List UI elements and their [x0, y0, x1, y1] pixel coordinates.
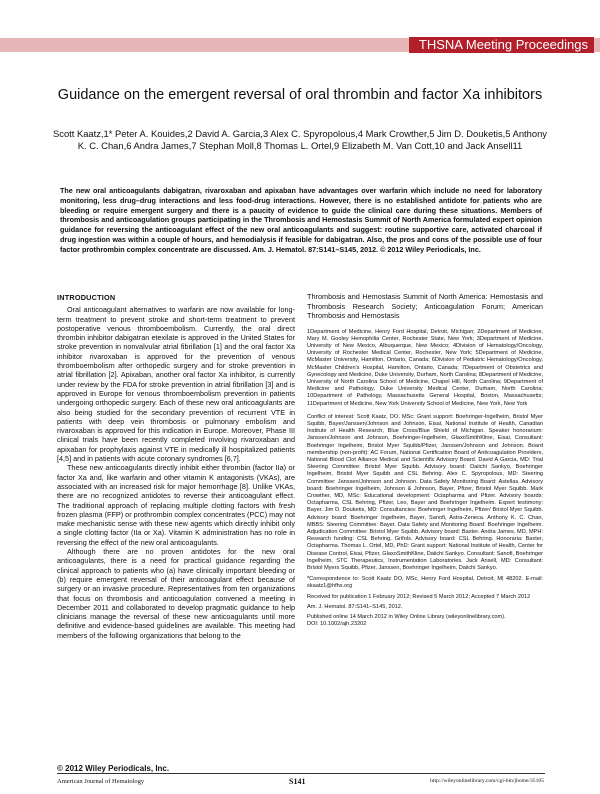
correspondence: *Correspondence to: Scott Kaatz DO, MSc, Henry Ford Hospital, Detroit, MI 48202. E-mail: skaatz1@hfhs.org: [307, 576, 543, 590]
column-right: [307, 292, 543, 631]
article-title: Guidance on the emergent reversal of oral thrombin and factor Xa inhibitors: [57, 87, 543, 103]
section-heading: INTRODUCTION: [57, 293, 116, 302]
journal-name: American Journal of Hematology: [57, 778, 145, 785]
journal-header: [0, 0, 600, 60]
affiliations: 1Department of Medicine, Henry Ford Hospital, Detroit, Michigan; 2Department of Medicine, Mary M. Gooley Hemophilia Center, Rochester State, New York; 3Department of Medicine, University of New Mexico, Albuquerque, New Mexico; 4Division of Hematology/Oncology, University of Rochester Medical Center, Rochester, New York; 5Department of Medicine, McMaster University, Hamilton, Ontario, Canada; 6Division of Pediatric Hematology/Oncology, McMaster Children's Hospital, Hamilton, Ontario, Canada; 7Department of Obstetrics and Gynecology and Medicine, Duke University, Durham, North Carolina; 8Department of Medicine, University of North Carolina School of Medicine, Chapel Hill, North Carolina; 9Department of Medicine and Pathology, Duke University Medical Center, Durham, North Carolina; 10Department of Pathology, Massachusetts General Hospital, Boston, Massachusetts; 11Department of Medicine, New York University School of Medicine, New York, New York: [307, 328, 543, 407]
abstract: The new oral anticoagulants dabigatran, rivaroxaban and apixaban have advantages over warfarin which include no need for laboratory monitoring, less drug–drug interactions and less food-drug interactions. However, there is no established antidote for patients who are bleeding or require emergent surgery and there is a paucity of evidence to guide the clinical care during these situations. Members of thrombosis and anticoagulation groups participating in the Thrombosis and Hemostasis Summit of North America formulated expert opinion guidance for reversing the anticoagulant effect of the new oral anticoagulants and suggest: routine supportive care, activated charcoal if drug ingestion was within a couple of hours, and hemodialysis if feasible for dabigatran. Also, the pros and cons of the possible use of four factor prothrombin complex concentrate are discussed. Am. J. Hematol. 87:S141–S145, 2012. © 2012 Wiley Periodicals, Inc.: [60, 186, 542, 254]
received-dates: Received for publication 1 February 2012; Revised 5 March 2012; Accepted 7 March 2012: [307, 593, 531, 600]
journal-url[interactable]: http://wileyonlinelibrary.com/cgi-bin/jhome/35105: [430, 778, 544, 784]
paragraph: Oral anticoagulant alternatives to warfarin are now available for long-term treatment to prevent stroke and short-term treatment to prevent postoperative venous thromboembolism. Currently, the oral direct thrombin inhibitor dabigatran etexilate is approved in the United States for stroke prevention in nonvalvular atrial fibrillation [1] and the oral factor Xa inhibitor rivaroxaban is approved for the prevention of venous thromboembolism after orthopedic surgery and for stroke prevention in atrial fibrillation [2]. Apixaban, another oral factor Xa inhibitor, is currently under review by the FDA for stroke prevention in atrial fibrillation [3] and is approved in Europe for venous thromboembolism prevention in patients undergoing orthopedic surgery. Each of these new oral anticoagulants are also being studied for the secondary prevention of recurrent VTE in patients with deep vein thrombosis or pulmonary embolism and rivaroxaban is approved for this indication in Europe. Moreover, Phase III clinical trials have been recently completed involving rivaroxaban and apixaban for prophylaxis against VTE in medically ill hospitalized patients [4,5] and in patients with acute coronary syndromes [6,7].: [57, 305, 295, 464]
footer-rule: [57, 773, 545, 774]
author-list: Scott Kaatz,1* Peter A. Kouides,2 David A. Garcia,3 Alex C. Spyropolous,4 Mark Crowther,5 Jim D. Douketis,5 Anthony K. C. Chan,6 Andra James,7 Stephan Moll,8 Thomas L. Ortel,9 Elizabeth M. Van Cott,10 and Jack Ansell11: [53, 128, 547, 151]
conflict-of-interest: Conflict of interest: Scott Kaatz, DO, MSc: Grant support: Boehringer-Ingelheim, Bristol Myer Squibb, Bayer/Janssen/Johnson and Johnson, Eisai, National Institute of Health, Canadian Institute of Health Research, Blue Cross/Blue Shield of Michigan. Speaker honorarium: Janssen/Johnson and Johnson, Boehringer-Ingelheim, GlaxoSmithKline, Eisai. Consultant: Boehringer Ingelheim, Bristol Myer Squibb/Pfizer, Janssen/Johnson and Johnson. Board membership (non-profit): AC Forum, National Certification Board of Anticoagulation Providers, National Blood Clot Alliance Medical and Scientific Advisory Board. David A Garcia, MD: Trial Steering Committee: Bristol Myer Squibb. Advisory board: Daiichi Sankyo, Boehringer Ingelheim, Bristol Myer Squibb and CSL Behring. Alex C. Spyropolous, MD: Steering Committee: Janssen/Johnson and Johnson. Data Safety Monitoring Board: Astellas. Advisory board: Boehringer Ingelheim, Johnson & Johnson, Bayer, Pfizer, Bristol Myer Squibb. Mark Crowther, MD, MSc: Educational development: Octapharma and Pfizer. Advisory boards: Octapharma, CSL Behring, Pfizer, Leo, Bayer and Boehringer Ingelheim. Expert testimony: Bayer. Jim D. Douketis, MD: Consultancies: Boehringer Ingelheim, Pfizer/ Bristol Myer Squibb. Advisory board: Boehringer Ingelheim, Bayer, Sanofi, Astra-Zeneca. Anthony K. C. Chan, MBBS: Steering Committee: Bayer. Data Safety and Monitoring Board: Boehringer Ingelheim. Adjudication Committee: Bristol Myer Squibb. Advisory board: Baxter. Andra James, MD, MPH: Research funding: CSL Behring, Grifols. Advisory board: CSL Behring. Honoraria: Baxter, Octapharma. Thomas L. Ortel, MD, PhD: Grant support: National Institute of Health, Center for Disease Control, Eisai, Pfizer, GlaxoSmithKline, Daiichi Sankyo. Consultant: Sanofi, Boehringer Ingelheim, STC Therapeutics, Instrumentation Laboratories. Jack Ansell, MD: Consultant: Bristol Myers Squibb, Pfizer, Janssen, Boehringer Ingelheim, Daiichi Sankyo.: [307, 413, 543, 571]
paragraph-continued: Thrombosis and Hemostasis Summit of North America: Hemostasis and Thrombosis Research Society; Anticoagulation Forum; American Thrombosis and Hemostasis: [307, 292, 543, 320]
copyright: © 2012 Wiley Periodicals, Inc.: [57, 764, 170, 773]
citation: Am. J. Hematol. 87:S141–S145, 2012.: [307, 603, 403, 610]
paragraph: Although there are no proven antidotes for the new oral anticoagulants, there is a need for practical guidance regarding the clinical approach to patients who (a) have clinically important bleeding or (b) require emergent reversal of their anticoagulant effect because of surgery or an invasive procedure. Representatives from ten organizations that focus on thrombosis and anticoagulation convened a meeting in December 2011 and collaborated to develop pragmatic guidance to help clinicians manage the reversal of these new anticoagulants until more definitive and evidence-based guidelines are available. This meeting had members of the following organizations that belong to the: [57, 547, 295, 640]
column-left: [57, 293, 295, 640]
published-online: Published online 14 March 2012 in Wiley Online Library (wileyonlinelibrary.com).: [307, 614, 506, 621]
section-label: THSNA Meeting Proceedings: [409, 37, 594, 53]
doi[interactable]: DOI: 10.1002/ajh.23202: [307, 621, 367, 628]
paragraph: These new anticoagulants directly inhibit either thrombin (factor IIa) or factor Xa and, like warfarin and other vitamin K antagonists (VKAs), are associated with an increased risk for major hemorrhage [8]. Unlike VKAs, there are no recognized antidotes to reverse their anticoagulant effect. The traditional approach of replacing multiple clotting factors with fresh frozen plasma (FFP) or prothrombin complex concentrates (PCC) may not make mechanistic sense with these new agents which directly inhibit only a single clotting factor (IIa or Xa). Vitamin K administration has no role in reversing the effect of the new oral anticoagulants.: [57, 463, 295, 547]
page-number: S141: [289, 777, 306, 786]
